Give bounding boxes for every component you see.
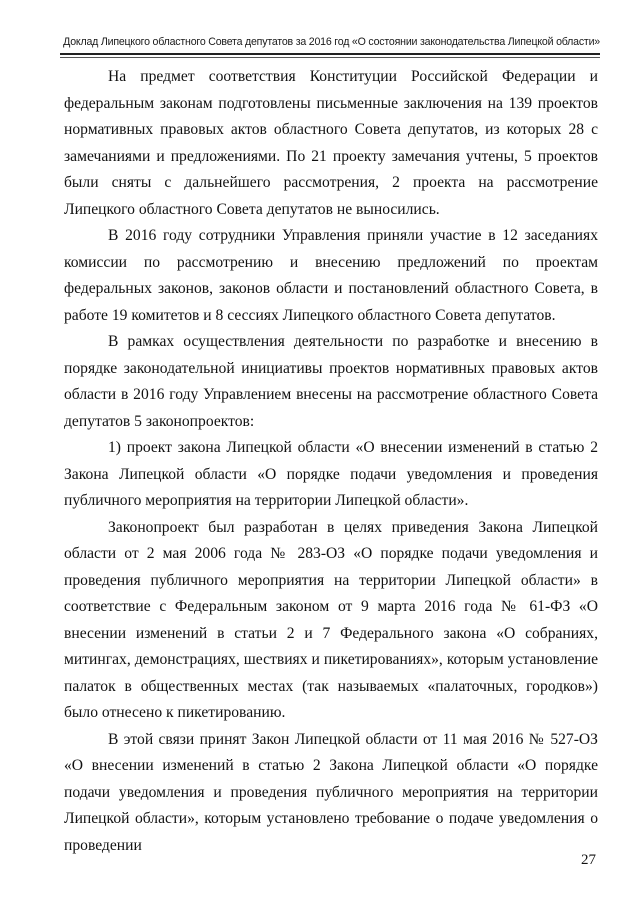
paragraph-law-adopted: В этой связи принят Закон Липецкой области от 11 мая 2016 № 527-ОЗ «О внесении изменений в статью 2 Закона Липецкой области «О порядке подачи уведомления и проведения публичного мероприятия на территории Липецкой области», которым установлено требование о подаче уведомления о проведении: [64, 730, 598, 854]
paragraph-initiative: В рамках осуществления деятельности по разработке и внесению в порядке законодательной инициативы проектов нормативных правовых актов области в 2016 году Управлением внесены на рассмотрение областного Совета депутатов 5 законопроектов:: [64, 333, 598, 430]
header-rule-thick: [60, 53, 600, 55]
document-body: [64, 64, 598, 859]
paragraph-conclusions: На предмет соответствия Конституции Российской Федерации и федеральным законам подготовлены письменные заключения на 139 проектов нормативных правовых актов областного Совета депутатов, из которых 28 с замечаниями и предложениями. По 21 проекту замечания учтены, 5 проектов были сняты с дальнейшего рассмотрения, 2 проекта на рассмотрение Липецкого областного Совета депутатов не выносились.: [64, 68, 598, 218]
page-number: 27: [581, 852, 596, 868]
paragraph-meetings: В 2016 году сотрудники Управления приняли участие в 12 заседаниях комиссии по рассмотрению и внесению предложений по проектам федеральных законов, законов области и постановлений областного Совета, в работе 19 комитетов и 8 сессиях Липецкого областного Совета депутатов.: [64, 227, 598, 324]
paragraph-bill-1: 1) проект закона Липецкой области «О внесении изменений в статью 2 Закона Липецкой области «О порядке подачи уведомления и проведения публичного мероприятия на территории Липецкой области».: [64, 439, 598, 509]
header-rule-thin: [60, 57, 600, 58]
paragraph-bill-purpose: Законопроект был разработан в целях приведения Закона Липецкой области от 2 мая 2006 года № 283-ОЗ «О порядке подачи уведомления и проведения публичного мероприятия на территории Липецкой области» в соответствие с Федеральным законом от 9 марта 2016 года № 61-ФЗ «О внесении изменений в статьи 2 и 7 Федерального закона «О собраниях, митингах, демонстрациях, шествиях и пикетированиях», которым установление палаток в общественных местах (так называемых «палаточных, городков») было отнесено к пикетированию.: [64, 518, 598, 721]
running-header: Доклад Липецкого областного Совета депутатов за 2016 год «О состоянии законодательства Липецкой области»: [63, 36, 600, 48]
